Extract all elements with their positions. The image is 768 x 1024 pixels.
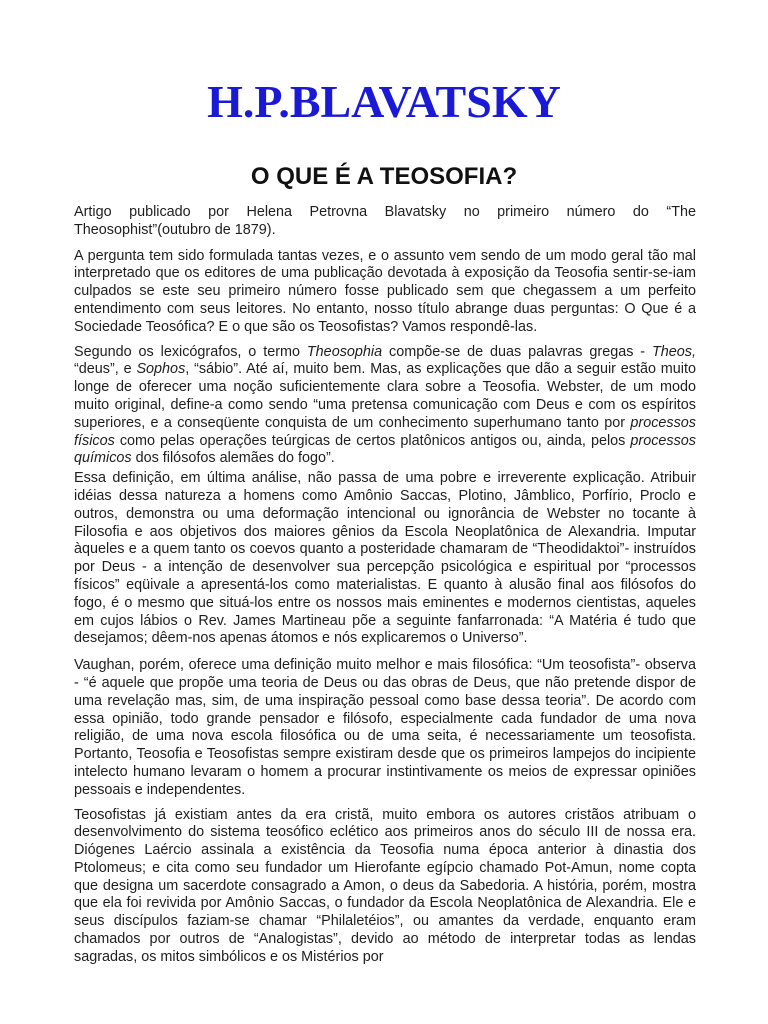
text-run: Teosofistas já existiam antes da era cristã, muito embora os autores cristãos atribuam o desenvolvimento do sistema teosófico eclético aos primeiros anos do século III de nossa era. Diógenes Laércio assinala a existência da Teosofia numa época anterior à dinastia dos Ptolomeus; e cita como seu fundador um Hierofante egípcio chamado Pot-Amun, nome copta que designa um sacerdote consagrado a Amon, o deus da Sabedoria. A história, porém, mostra que ela foi revivida por Amônio Saccas, o fundador da Escola Neoplatônica de Alexandria. Ele e seus discípulos faziam-se chamar “Philaletéios”, ou amantes da verdade, enquanto eram chamados por outros de “Analogistas”, devido ao método de interpretar todas as lendas sagradas, os mitos simbólicos e os Mistérios por	[74, 806, 696, 965]
text-run: “deus”, e	[74, 361, 137, 378]
italic-text: Theos,	[652, 343, 696, 360]
text-run: A pergunta tem sido formulada tantas vezes, e o assunto vem sendo de um modo geral tão mal interpretado que os editores de uma publicação devotada à exposição da Teosofia sentir-se-iam culpados se este seu primeiro número fosse publicado sem que chegassem a um perfeito entendimento com seus leitores. No entanto, nosso título abrange duas perguntas: O Que é a Sociedade Teosófica? E o que são os Teosofistas? Vamos respondê-las.	[74, 247, 696, 335]
paragraph	[74, 807, 696, 967]
article-body	[74, 204, 696, 975]
text-run: Essa definição, em última análise, não passa de uma pobre e irreverente explicação. Atribuir idéias dessa natureza a homens como Amônio Saccas, Plotino, Jâmblico, Porfírio, Proclo e outros, demonstra ou uma deformação intencional ou ignorância de Webster no tocante à Filosofia e aos objetivos dos maiores gênios da Escola Neoplatônica de Alexandria. Imputar àqueles e a quem tanto os coevos quanto a posteridade chamaram de “Theodidaktoi”- instruídos por Deus - a intenção de desenvolver sua percepção psicológica e espiritual por “processos físicos” eqüivale a apresentá-los como materialistas. E quanto à alusão final aos filósofos do fogo, é o mesmo que situá-los entre os nossos mais eminentes e modernos cientistas, aqueles em cujos lábios o Rev. James Martineau põe a seguinte fanfarronada: “A Matéria é tudo que desejamos; dêem-nos apenas átomos e nós explicaremos o Universo”.	[74, 470, 696, 647]
article-title: O QUE É A TEOSOFIA?	[250, 163, 518, 190]
text-run: como pelas operações teúrgicas de certos platônicos antigos ou, ainda, pelos	[114, 432, 631, 449]
paragraph	[74, 204, 696, 240]
italic-text: processos químicos	[74, 432, 696, 467]
text-run: , “sábio”. Até aí, muito bem. Mas, as explicações que dão a seguir estão muito longe de oferecer uma noção suficientemente clara sobre a Teosofia. Webster, de um modo muito original, define-a como sendo “uma pretensa comunicação com Deus e com os espíritos superiores, e a conseqüente conquista de um conhecimento superhumano tanto por	[74, 361, 696, 431]
paragraph	[74, 344, 696, 469]
italic-text: Theosophia	[306, 343, 383, 360]
italic-text: Sophos	[136, 361, 186, 378]
paragraph	[74, 657, 696, 799]
text-run: Artigo publicado por Helena Petrovna Blavatsky no primeiro número do “The Theosophist”(outubro de 1879).	[74, 204, 696, 238]
text-run: Vaughan, porém, oferece uma definição muito melhor e mais filosófica: “Um teosofista”- observa - “é aquele que propõe uma teoria de Deus ou das obras de Deus, que não pretende dispor de uma revelação mas, sim, de uma inspiração pessoal como base dessa teoria”. De acordo com essa opinião, todo grande pensador e filósofo, especialmente cada fundador de uma nova religião, de uma nova escola filosófica ou de uma seita, é necessariamente um teosofista. Portanto, Teosofia e Teosofistas sempre existiram desde que os primeiros lampejos do incipiente intelecto humano levaram o homem a procurar instintivamente os meios de expressar opiniões pessoais e independentes.	[74, 657, 696, 798]
paragraph	[74, 248, 696, 337]
italic-text: processos físicos	[74, 414, 696, 449]
text-run: Segundo os lexicógrafos, o termo	[74, 343, 307, 360]
author-heading: H.P.BLAVATSKY	[207, 76, 561, 127]
text-run: compõe-se de duas palavras gregas -	[382, 343, 652, 360]
paragraph	[74, 470, 696, 648]
text-run: dos filósofos alemães do fogo”.	[131, 450, 335, 467]
